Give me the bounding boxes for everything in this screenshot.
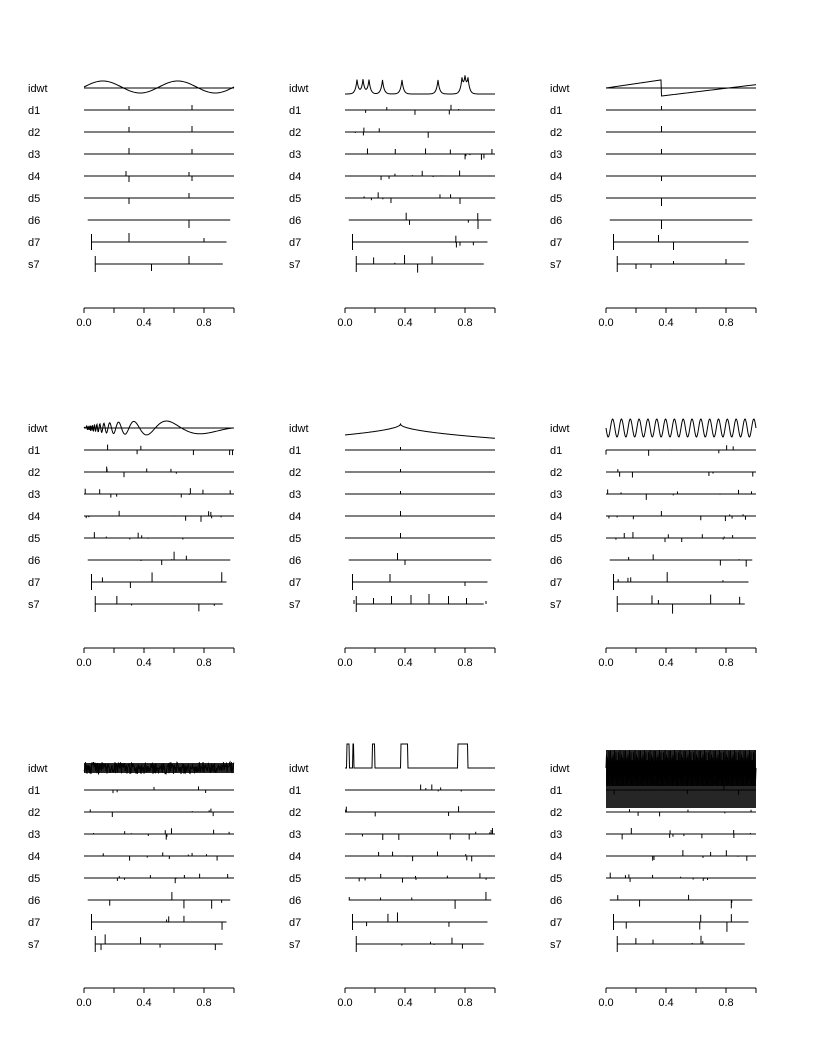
row-label-d3: d3: [289, 489, 302, 501]
row-label-d5: d5: [28, 873, 41, 885]
row-label-d7: d7: [28, 237, 41, 249]
row-label-d5: d5: [550, 193, 563, 205]
row-label-d3: d3: [28, 149, 41, 161]
x-tick-label: 0.0: [337, 657, 353, 669]
x-tick-label: 0.0: [76, 997, 92, 1009]
row-label-d7: d7: [289, 237, 302, 249]
row-label-s7: s7: [28, 939, 40, 951]
row-label-s7: s7: [550, 939, 562, 951]
row-label-d7: d7: [289, 577, 302, 589]
row-label-d7: d7: [550, 237, 563, 249]
idwt-signal: [606, 419, 756, 437]
row-label-s7: s7: [289, 939, 301, 951]
x-tick-label: 0.8: [718, 317, 734, 329]
x-tick-label: 0.0: [598, 317, 614, 329]
x-tick-label: 0.4: [397, 997, 413, 1009]
x-tick-label: 0.4: [136, 997, 152, 1009]
row-label-d2: d2: [289, 467, 302, 479]
row-label-d5: d5: [289, 193, 302, 205]
x-tick-label: 0.4: [136, 317, 152, 329]
x-tick-label: 0.4: [658, 317, 674, 329]
row-label-d6: d6: [550, 895, 563, 907]
row-label-d5: d5: [550, 873, 563, 885]
row-label-d6: d6: [28, 895, 41, 907]
panel-row2-col2: [289, 423, 495, 669]
row-label-d7: d7: [289, 917, 302, 929]
row-label-d4: d4: [28, 511, 41, 523]
idwt-signal: [345, 75, 495, 94]
row-label-d3: d3: [550, 829, 563, 841]
x-tick-label: 0.8: [718, 657, 734, 669]
row-label-d1: d1: [289, 785, 302, 797]
row-label-d2: d2: [28, 467, 41, 479]
row-label-d1: d1: [550, 105, 563, 117]
row-label-d6: d6: [28, 215, 41, 227]
row-label-d2: d2: [28, 127, 41, 139]
row-label-d4: d4: [550, 511, 563, 523]
row-label-s7: s7: [28, 599, 40, 611]
x-tick-label: 0.8: [196, 657, 212, 669]
row-label-d6: d6: [289, 555, 302, 567]
row-label-idwt: idwt: [28, 83, 48, 95]
row-label-d3: d3: [550, 489, 563, 501]
row-label-d1: d1: [289, 105, 302, 117]
panel-row2-col1: [28, 421, 234, 669]
d1-band: [606, 772, 756, 808]
row-label-idwt: idwt: [550, 83, 570, 95]
row-label-d6: d6: [289, 895, 302, 907]
row-label-d1: d1: [28, 785, 41, 797]
row-label-d3: d3: [28, 829, 41, 841]
row-label-d7: d7: [28, 917, 41, 929]
x-tick-label: 0.0: [76, 317, 92, 329]
row-label-idwt: idwt: [550, 423, 570, 435]
row-label-d1: d1: [550, 445, 563, 457]
x-tick-label: 0.4: [397, 657, 413, 669]
panel-row3-col1: [28, 762, 234, 1009]
row-label-s7: s7: [289, 599, 301, 611]
panel-row1-col2: [289, 75, 495, 329]
x-tick-label: 0.0: [337, 317, 353, 329]
row-label-d4: d4: [289, 851, 302, 863]
row-label-d6: d6: [550, 555, 563, 567]
panel-row3-col2: [289, 744, 495, 1009]
x-tick-label: 0.8: [196, 317, 212, 329]
x-tick-label: 0.0: [598, 997, 614, 1009]
row-label-d2: d2: [550, 467, 563, 479]
row-label-d6: d6: [550, 215, 563, 227]
row-label-d4: d4: [28, 851, 41, 863]
row-label-d1: d1: [28, 445, 41, 457]
idwt-signal: [345, 424, 495, 438]
row-label-d7: d7: [550, 917, 563, 929]
row-label-d5: d5: [550, 533, 563, 545]
row-label-d3: d3: [289, 829, 302, 841]
x-tick-label: 0.4: [658, 997, 674, 1009]
row-label-d2: d2: [28, 807, 41, 819]
idwt-signal: [84, 81, 234, 93]
row-label-d6: d6: [28, 555, 41, 567]
row-label-d5: d5: [28, 193, 41, 205]
x-tick-label: 0.0: [76, 657, 92, 669]
x-tick-label: 0.4: [136, 657, 152, 669]
row-label-d2: d2: [289, 807, 302, 819]
x-tick-label: 0.0: [337, 997, 353, 1009]
row-label-idwt: idwt: [28, 763, 48, 775]
row-label-d4: d4: [550, 171, 563, 183]
panel-row1-col1: [28, 81, 234, 329]
panel-row3-col3: [550, 750, 756, 1009]
idwt-signal: [345, 744, 495, 768]
row-label-d3: d3: [28, 489, 41, 501]
x-tick-label: 0.8: [457, 657, 473, 669]
panel-row1-col3: [550, 80, 756, 329]
row-label-d2: d2: [550, 807, 563, 819]
row-label-d4: d4: [289, 511, 302, 523]
x-tick-label: 0.8: [196, 997, 212, 1009]
row-label-d5: d5: [289, 873, 302, 885]
row-label-idwt: idwt: [289, 423, 309, 435]
x-tick-label: 0.8: [718, 997, 734, 1009]
idwt-band: [84, 763, 234, 773]
x-tick-label: 0.8: [457, 317, 473, 329]
row-label-d7: d7: [550, 577, 563, 589]
row-label-s7: s7: [289, 259, 301, 271]
x-tick-label: 0.4: [658, 657, 674, 669]
row-label-idwt: idwt: [550, 763, 570, 775]
row-label-d4: d4: [550, 851, 563, 863]
row-label-s7: s7: [28, 259, 40, 271]
row-label-d4: d4: [28, 171, 41, 183]
x-tick-label: 0.0: [598, 657, 614, 669]
row-label-d1: d1: [289, 445, 302, 457]
row-label-s7: s7: [550, 599, 562, 611]
row-label-s7: s7: [550, 259, 562, 271]
row-label-d2: d2: [550, 127, 563, 139]
row-label-idwt: idwt: [28, 423, 48, 435]
x-tick-label: 0.8: [457, 997, 473, 1009]
row-label-idwt: idwt: [289, 83, 309, 95]
row-label-idwt: idwt: [289, 763, 309, 775]
panel-row2-col3: [550, 419, 756, 669]
row-label-d6: d6: [289, 215, 302, 227]
row-label-d1: d1: [28, 105, 41, 117]
row-label-d3: d3: [289, 149, 302, 161]
row-label-d7: d7: [28, 577, 41, 589]
row-label-d4: d4: [289, 171, 302, 183]
row-label-d1: d1: [550, 785, 563, 797]
row-label-d5: d5: [28, 533, 41, 545]
row-label-d2: d2: [289, 127, 302, 139]
row-label-d3: d3: [550, 149, 563, 161]
row-label-d5: d5: [289, 533, 302, 545]
x-tick-label: 0.4: [397, 317, 413, 329]
